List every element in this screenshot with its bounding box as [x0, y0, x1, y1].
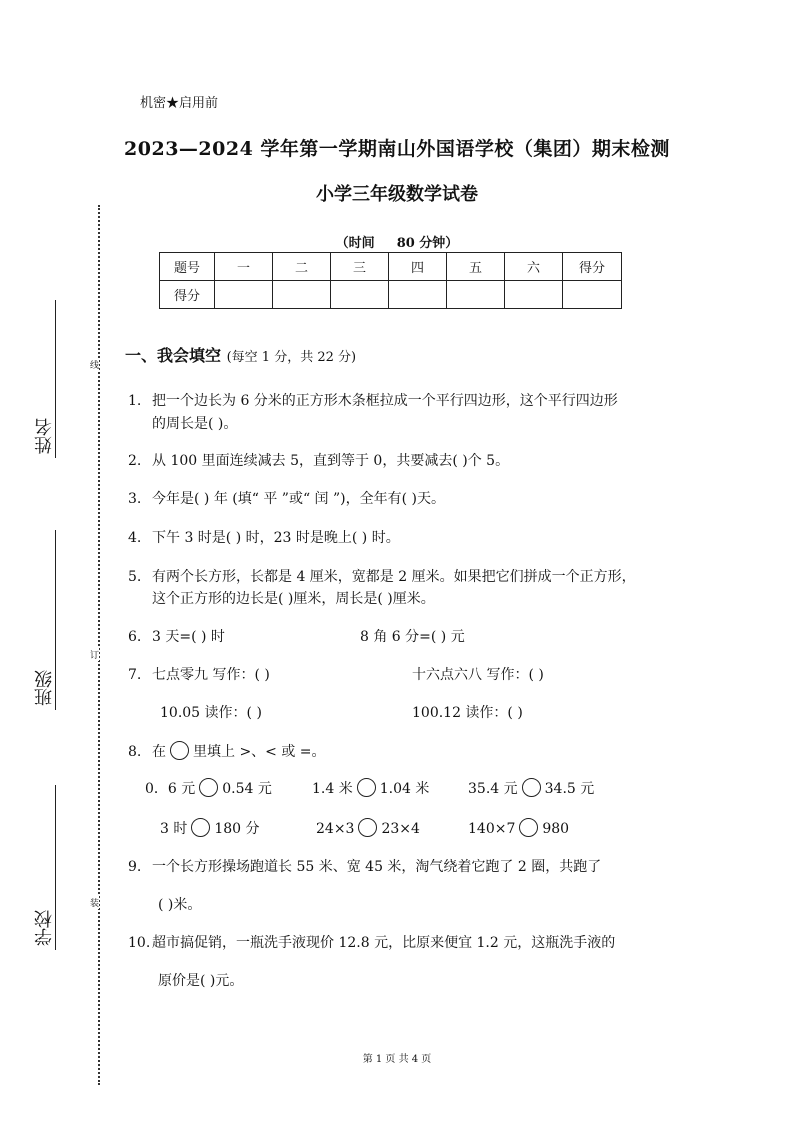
bind-mark-pack: 装: [90, 896, 99, 909]
question-text: 超市搞促销，一瓶洗手液现价 12.8 元，比原来便宜 1.2 元，这瓶洗手液的: [152, 935, 616, 951]
question-3[interactable]: [128, 488, 445, 508]
question-1: [128, 390, 618, 410]
compare-left: 1.4 米: [312, 781, 353, 797]
question-7[interactable]: [128, 664, 270, 684]
compare-right: 0.54 元: [222, 781, 272, 797]
question-text: 有两个长方形，长都是 4 厘米，宽都是 2 厘米。如果把它们拼成一个正方形，: [152, 569, 636, 585]
compare-right: 980: [542, 821, 570, 837]
bind-mark-order: 订: [90, 648, 99, 661]
score-cell: 二: [273, 253, 331, 281]
compare-right: 180 分: [214, 821, 260, 837]
confidential-label: 机密★启用前: [140, 96, 219, 111]
question-number: 6.: [128, 629, 142, 645]
binding-dotted-line: [98, 205, 100, 1085]
class-field[interactable]: [55, 530, 56, 710]
section-1-heading: 一、我会填空: [125, 346, 222, 365]
compare-left: 24×3: [316, 821, 355, 837]
school-field[interactable]: [55, 785, 56, 950]
time-value: 80 分钟）: [396, 236, 459, 251]
question-text: 今年是( ) 年 (填“ 平 ”或“ 闰 ”)，全年有( )天。: [152, 491, 446, 507]
school-label: 学校: [34, 910, 55, 946]
score-input-cell[interactable]: [389, 281, 447, 309]
question-8-intro-b: 里填上 >、< 或 =。: [193, 744, 326, 760]
compare-right: 34.5 元: [544, 781, 595, 797]
time-label: （时间: [335, 236, 375, 251]
question-text: 一个长方形操场跑道长 55 米、宽 45 米，淘气绕着它跑了 2 圈，共跑了: [152, 859, 602, 875]
name-field[interactable]: [55, 300, 56, 458]
compare-item-6: [468, 818, 569, 837]
score-cell: 题号: [160, 253, 215, 281]
question-number: 10.: [128, 935, 151, 951]
compare-item-1: [145, 778, 272, 798]
score-input-cell[interactable]: [273, 281, 331, 309]
question-6-a: 3 天=( ) 时: [152, 629, 225, 645]
compare-circle[interactable]: [357, 778, 376, 797]
compare-item-3: [468, 778, 594, 798]
compare-left: 140×7: [468, 821, 516, 837]
exam-title: 2023—2024 学年第一学期南山外国语学校（集团）期末检测: [124, 138, 670, 160]
score-row-label: 得分: [160, 281, 215, 309]
compare-left: 35.4 元: [468, 781, 518, 797]
question-7-a: 七点零九 写作：( ): [152, 667, 270, 683]
question-5-line2[interactable]: 这个正方形的边长是( )厘米，周长是( )厘米。: [152, 591, 435, 607]
compare-circle[interactable]: [519, 818, 538, 837]
compare-item-4: [160, 818, 260, 838]
circle-icon: [170, 741, 189, 760]
question-2[interactable]: [128, 450, 509, 470]
compare-circle[interactable]: [199, 778, 218, 797]
question-9: [128, 856, 601, 876]
question-10: [128, 932, 615, 952]
question-6[interactable]: [128, 626, 225, 646]
exam-time: [0, 232, 794, 251]
question-number: 2.: [128, 453, 142, 469]
question-7-d[interactable]: 100.12 读作：( ): [412, 705, 523, 721]
score-input-cell[interactable]: [447, 281, 505, 309]
compare-left: 0．6 元: [145, 781, 196, 797]
question-number: 1.: [128, 393, 142, 409]
score-cell: 五: [447, 253, 505, 281]
score-cell: 一: [215, 253, 273, 281]
class-label: 班级: [34, 670, 55, 706]
score-input-cell[interactable]: [563, 281, 622, 309]
score-cell: 得分: [563, 253, 622, 281]
question-5: [128, 566, 636, 586]
compare-item-5: [316, 818, 420, 837]
score-cell: 六: [505, 253, 563, 281]
score-cell: 三: [331, 253, 389, 281]
exam-subtitle: 小学三年级数学试卷: [316, 184, 478, 205]
compare-right: 23×4: [381, 821, 420, 837]
question-number: 9.: [128, 859, 142, 875]
compare-circle[interactable]: [358, 818, 377, 837]
question-9-line2[interactable]: ( )米。: [158, 897, 202, 913]
score-table-score-row: [160, 281, 622, 309]
question-text: 下午 3 时是( ) 时，23 时是晚上( ) 时。: [152, 530, 400, 546]
question-number: 5.: [128, 569, 142, 585]
question-8: [128, 741, 326, 761]
question-number: 4.: [128, 530, 142, 546]
section-1-title: [125, 343, 356, 366]
question-text: 把一个边长为 6 分米的正方形木条框拉成一个平行四边形，这个平行四边形: [152, 393, 618, 409]
bind-mark-line: 线: [90, 358, 99, 371]
section-1-note: (每空 1 分，共 22 分): [226, 350, 357, 365]
score-input-cell[interactable]: [331, 281, 389, 309]
question-number: 7.: [128, 667, 142, 683]
question-1-line2[interactable]: 的周长是( )。: [152, 416, 238, 432]
page-number: 第 1 页 共 4 页: [362, 1054, 432, 1065]
question-8-intro-a: 在: [152, 744, 166, 760]
name-label: 姓名: [34, 418, 55, 454]
compare-right: 1.04 米: [379, 781, 430, 797]
score-table: [159, 252, 622, 309]
question-4[interactable]: [128, 527, 400, 547]
compare-left: 3 时: [160, 821, 188, 837]
compare-circle[interactable]: [191, 818, 210, 837]
question-number: 8.: [128, 744, 142, 760]
score-cell: 四: [389, 253, 447, 281]
question-text: 从 100 里面连续减去 5，直到等于 0，共要减去( )个 5。: [152, 453, 510, 469]
question-number: 3.: [128, 491, 142, 507]
question-6-b[interactable]: 8 角 6 分=( ) 元: [360, 629, 465, 645]
question-7-c[interactable]: 10.05 读作：( ): [160, 705, 262, 721]
question-10-line2[interactable]: 原价是( )元。: [158, 973, 244, 989]
score-input-cell[interactable]: [215, 281, 273, 309]
question-7-b[interactable]: 十六点六八 写作：( ): [412, 667, 544, 683]
score-input-cell[interactable]: [505, 281, 563, 309]
compare-circle[interactable]: [522, 778, 541, 797]
compare-item-2: [312, 778, 429, 798]
score-table-header-row: [160, 253, 622, 281]
